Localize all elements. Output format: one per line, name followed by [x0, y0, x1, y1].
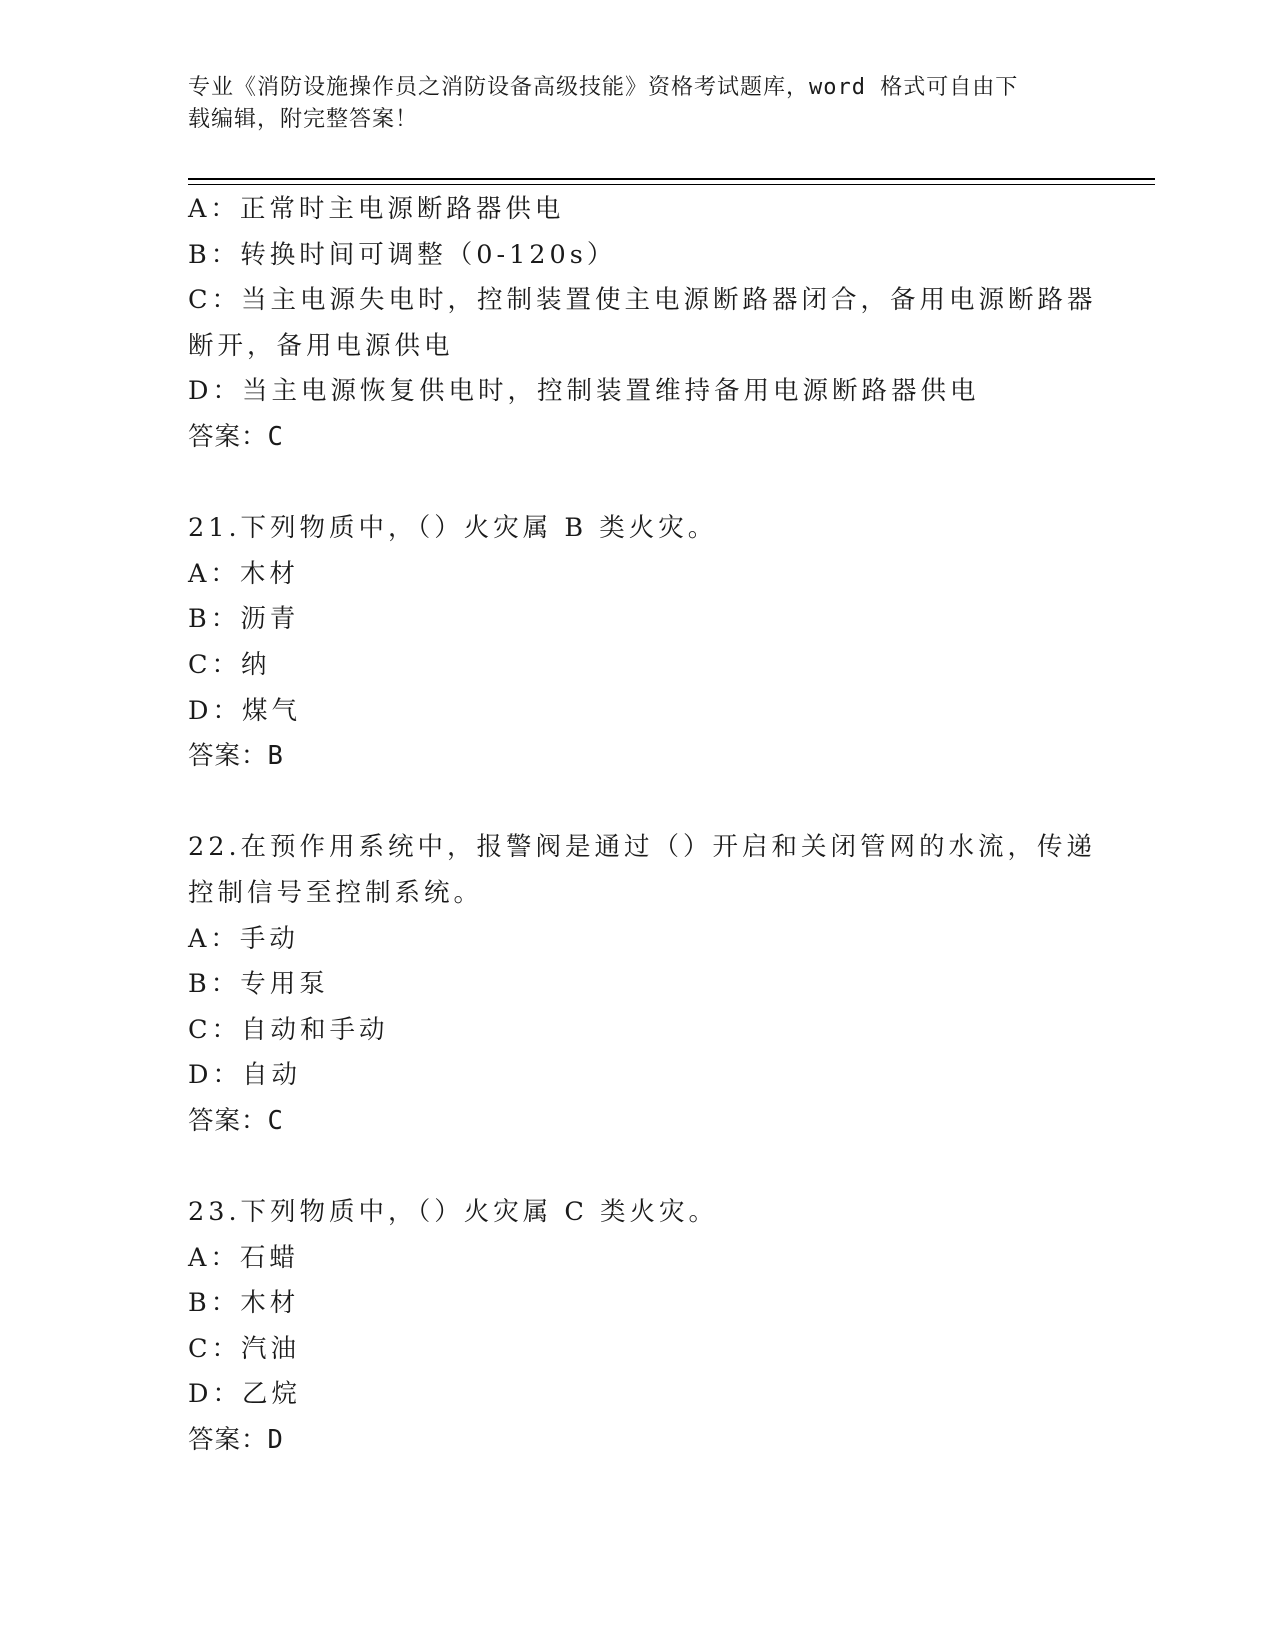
answer-line: 答案：C	[188, 1105, 284, 1136]
question-block-20	[188, 187, 1097, 461]
option-c-continued: 断开，备用电源供电	[188, 330, 454, 361]
header-line-2: 载编辑，附完整答案！	[188, 107, 419, 132]
question-stem: 21.下列物质中，（）火灾属 B 类火灾。	[188, 513, 718, 544]
answer-line: 答案：D	[188, 1425, 284, 1456]
option-b: B：专用泵	[188, 969, 329, 1000]
option-a: A：木材	[188, 558, 299, 589]
spacer	[188, 461, 1088, 507]
question-stem-continued: 控制信号至控制系统。	[188, 877, 484, 908]
option-a: A：石蜡	[188, 1242, 299, 1273]
option-c: C：自动和手动	[188, 1014, 389, 1045]
option-b: B：木材	[188, 1288, 300, 1319]
option-d: D：乙烷	[188, 1379, 301, 1410]
question-stem: 22.在预作用系统中，报警阀是通过（）开启和关闭管网的水流，传递	[188, 832, 1097, 863]
header-line-1: 专业《消防设施操作员之消防设备高级技能》资格考试题库，word 格式可自由下	[188, 75, 1019, 100]
option-b: B：转换时间可调整（0-120s）	[188, 239, 617, 270]
header-rule-thin	[188, 184, 1155, 185]
header-rule-thick	[188, 178, 1155, 180]
option-a: A：正常时主电源断路器供电	[188, 194, 565, 224]
answer-line: 答案：B	[188, 741, 284, 772]
question-stem: 23.下列物质中，（）火灾属 C 类火灾。	[188, 1197, 719, 1228]
question-block-23	[188, 1190, 1088, 1464]
spacer	[188, 780, 1088, 826]
question-block-21	[188, 506, 1088, 780]
option-d: D：煤气	[188, 695, 301, 726]
document-header	[188, 72, 1088, 136]
spacer	[188, 1144, 1088, 1190]
option-c: C：汽油	[188, 1333, 301, 1364]
question-list	[188, 187, 1097, 1464]
question-block-22	[188, 825, 1097, 1144]
option-c: C：当主电源失电时，控制装置使主电源断路器闭合，备用电源断路器	[188, 285, 1097, 316]
option-a: A：手动	[188, 923, 299, 954]
option-b: B：沥青	[188, 604, 300, 635]
answer-line: 答案：C	[188, 421, 284, 452]
option-d: D：自动	[188, 1060, 301, 1091]
option-d: D：当主电源恢复供电时，控制装置维持备用电源断路器供电	[188, 376, 980, 407]
option-c: C：纳	[188, 649, 271, 680]
